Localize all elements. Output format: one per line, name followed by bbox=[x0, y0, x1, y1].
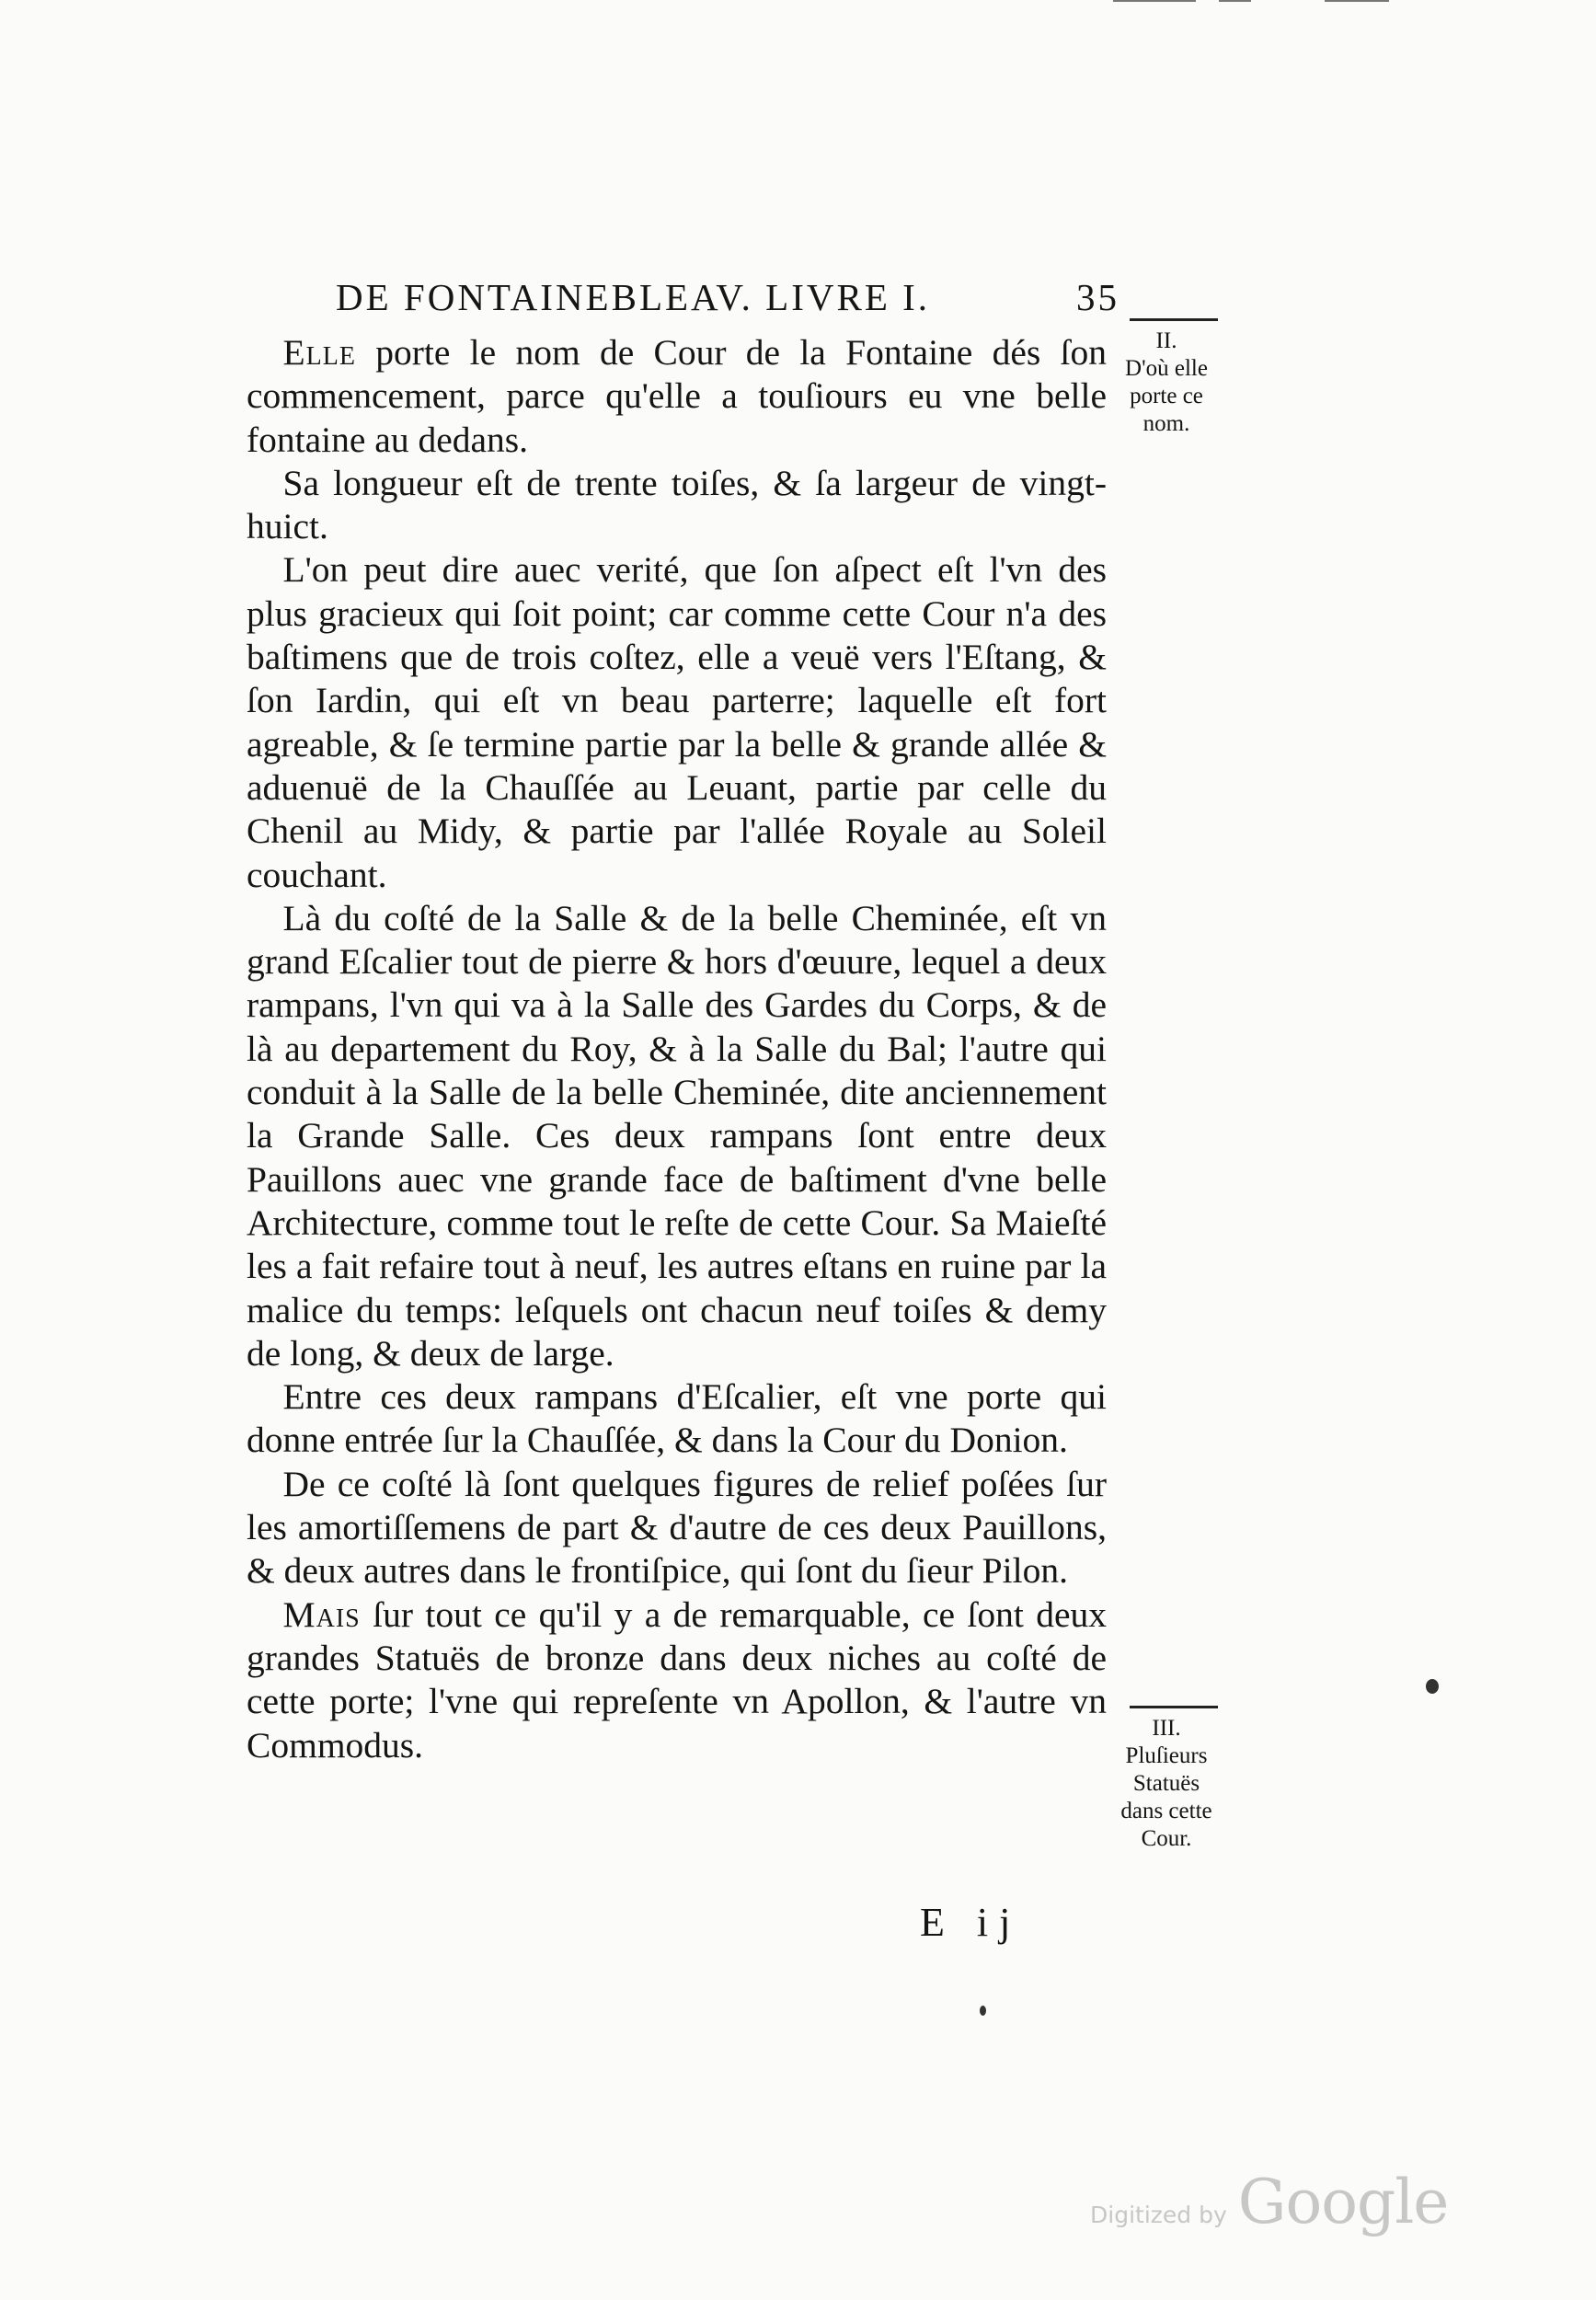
running-head bbox=[336, 271, 1141, 323]
margin-note-line: dans cette bbox=[1120, 1799, 1212, 1823]
margin-note-number: II. bbox=[1155, 328, 1177, 353]
scan-edge-mark bbox=[1325, 0, 1389, 2]
page-number: 35 bbox=[1076, 276, 1119, 318]
paragraph: Entre ces deux rampans d'Eſcalier, eſt vne porte qui donne entrée ſur la Chauſſée, & dans la Cour du Donion. bbox=[247, 1376, 1107, 1461]
margin-note-line: Cour. bbox=[1141, 1826, 1192, 1851]
paragraph bbox=[247, 1593, 1107, 1767]
google-watermark bbox=[1090, 2167, 1448, 2237]
margin-note-line: Pluſieurs bbox=[1125, 1743, 1208, 1768]
scan-edge-mark bbox=[1219, 0, 1251, 2]
margin-note-line: D'où elle bbox=[1125, 356, 1208, 381]
paragraph bbox=[247, 331, 1107, 462]
paragraph: L'on peut dire auec verité, que ſon aſpect eſt l'vn des plus gracieux qui ſoit point; car comme cette Cour n'a des baſtimens que de trois coſtez, elle a veuë vers l'Eſtang, & ſon Iardin, qui eſt vn beau parterre; laquelle eſt fort agreable, & ſe termine partie par la belle & grande allée & aduenuë de la Chauſſée au Leuant, partie par celle du Chenil au Midy, & partie par l'allée Royale au Soleil couchant. bbox=[247, 549, 1107, 895]
paragraph: Sa longueur eſt de trente toiſes, & ſa largeur de vingt-huict. bbox=[247, 462, 1107, 547]
scan-edge-mark bbox=[1113, 0, 1196, 2]
paragraph-lead: Mais bbox=[282, 1593, 361, 1635]
ink-speck bbox=[1426, 1679, 1439, 1694]
paragraph-text: ſur tout ce qu'il y a de remarquable, ce ſont deux grandes Statuës de bronze dans deux niches au coſté de cette porte; l'vne qui repreſente vn Apollon, & l'autre vn Commodus. bbox=[247, 1593, 1108, 1765]
margin-note-line: porte ce bbox=[1130, 384, 1203, 408]
paragraph-text: porte le nom de Cour de la Fontaine dés ſon commencement, parce qu'elle a touſiours eu vne belle fontaine au dedans. bbox=[247, 332, 1108, 460]
running-head-title: DE FONTAINEBLEAV. LIVRE I. bbox=[336, 276, 931, 318]
ink-speck bbox=[980, 2006, 986, 2016]
margin-rule bbox=[1130, 1706, 1218, 1708]
margin-rule bbox=[1130, 318, 1218, 321]
watermark-brand: Google bbox=[1237, 2167, 1449, 2237]
paragraph-lead: Elle bbox=[282, 332, 356, 373]
signature-mark: E ij bbox=[920, 1900, 1022, 1945]
paragraph: De ce coſté là ſont quelques figures de relief poſées ſur les amortiſſemens de part & d'autre de ces deux Pauillons, & deux autres dans le frontiſpice, qui ſont du ſieur Pilon. bbox=[247, 1463, 1107, 1592]
body-text bbox=[247, 331, 1107, 1767]
margin-note-line: nom. bbox=[1142, 411, 1190, 436]
margin-note-ii bbox=[1111, 328, 1222, 438]
margin-note-iii bbox=[1111, 1715, 1222, 1853]
margin-note-number: III. bbox=[1152, 1716, 1181, 1741]
paragraph: Là du coſté de la Salle & de la belle Cheminée, eſt vn grand Eſcalier tout de pierre & hors d'œuure, lequel a deux rampans, l'vn qui va à la Salle des Gardes du Corps, & de là au departement du Roy, & à la Salle du Bal; l'autre qui conduit à la Salle de la belle Cheminée, dite anciennement la Grande Salle. Ces deux rampans ſont entre deux Pauillons auec vne grande face de baſtiment d'vne belle Architecture, comme tout le reſte de cette Cour. Sa Maieſté les a fait refaire tout à neuf, les autres eſtans en ruine par la malice du temps: leſquels ont chacun neuf toiſes & demy de long, & deux de large. bbox=[247, 897, 1107, 1374]
margin-note-line: Statuës bbox=[1132, 1771, 1200, 1796]
watermark-prefix: Digitized by bbox=[1090, 2202, 1227, 2228]
